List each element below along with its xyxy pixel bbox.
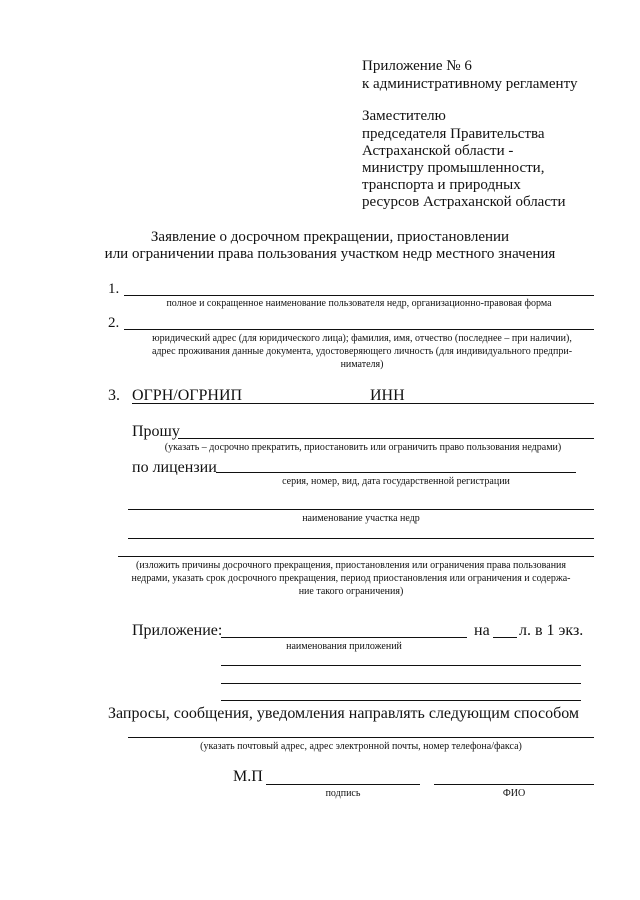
addressee-line: транспорта и природных <box>362 177 521 193</box>
appendix-reference: к административному регламенту <box>362 76 578 92</box>
reason-field-line-2[interactable] <box>118 556 594 557</box>
item1-number: 1. <box>108 281 120 297</box>
attachment-extra-line-1[interactable] <box>221 665 581 666</box>
request-field-line[interactable] <box>178 438 594 439</box>
attachment-label: Приложение: <box>132 622 223 639</box>
name-field-line[interactable] <box>434 784 594 785</box>
ogrn-label: ОГРН/ОГРНИП <box>132 387 243 404</box>
reason-caption-line: недрами, указать срок досрочного прекращения, период приостановления или ограничения и содержа- <box>131 573 571 584</box>
reason-field-line-1[interactable] <box>128 538 594 539</box>
inn-label: ИНН <box>370 387 405 404</box>
site-field-line[interactable] <box>128 509 594 510</box>
document-title-line1: Заявление о досрочном прекращении, приостановлении <box>150 229 510 245</box>
request-caption: (указать – досрочно прекратить, приостановить или ограничить право пользования недрами) <box>164 442 562 453</box>
license-caption: серия, номер, вид, дата государственной регистрации <box>282 476 510 487</box>
item2-field-line[interactable] <box>124 329 594 330</box>
contacts-field-line[interactable] <box>128 737 594 738</box>
ogrn-inn-field-line[interactable] <box>132 403 594 404</box>
license-field-line[interactable] <box>216 472 576 473</box>
reason-caption-line: ние такого ограничения) <box>298 586 404 597</box>
attachment-sheets: л. в 1 экз. <box>519 622 584 639</box>
reason-caption-line: (изложить причины досрочного прекращения, приостановления или ограничения права пользования <box>135 560 566 571</box>
signature-caption: подпись <box>325 788 361 799</box>
addressee-line: ресурсов Астраханской области <box>362 194 566 210</box>
item2-caption-line: юридический адрес (для юридического лица); фамилия, имя, отчество (последнее – при наличии), <box>152 333 572 344</box>
attachment-caption: наименования приложений <box>286 641 402 652</box>
attachment-extra-line-3[interactable] <box>221 700 581 701</box>
addressee-line: Астраханской области - <box>362 143 514 159</box>
item1-field-line[interactable] <box>124 295 594 296</box>
attachment-field-line[interactable] <box>221 637 467 638</box>
addressee-line: Заместителю <box>362 108 446 124</box>
attachment-on: на <box>474 622 490 639</box>
request-label: Прошу <box>132 423 180 440</box>
appendix-number: Приложение № 6 <box>362 58 472 74</box>
site-caption: наименование участка недр <box>302 513 420 524</box>
addressee-line: министру промышленности, <box>362 160 545 176</box>
item3-number: 3. <box>108 387 120 404</box>
item2-number: 2. <box>108 315 120 331</box>
attachment-extra-line-2[interactable] <box>221 683 581 684</box>
item2-caption-line: адрес проживания данные документа, удостоверяющего личность (для индивидуального предпри- <box>151 346 573 357</box>
item1-caption: полное и сокращенное наименование пользователя недр, организационно-правовая форма <box>166 298 552 309</box>
signature-field-line[interactable] <box>266 784 420 785</box>
document-title-line2: или ограничении права пользования участком недр местного значения <box>104 246 556 262</box>
attachment-sheets-field[interactable] <box>493 637 517 638</box>
stamp-label: М.П <box>233 768 263 785</box>
contacts-label: Запросы, сообщения, уведомления направлять следующим способом <box>108 705 580 722</box>
addressee-line: председателя Правительства <box>362 126 545 142</box>
item2-caption-line: нимателя) <box>340 359 384 370</box>
name-caption: ФИО <box>502 788 526 799</box>
contacts-caption: (указать почтовый адрес, адрес электронной почты, номер телефона/факса) <box>200 741 522 752</box>
license-label: по лицензии <box>132 459 217 476</box>
